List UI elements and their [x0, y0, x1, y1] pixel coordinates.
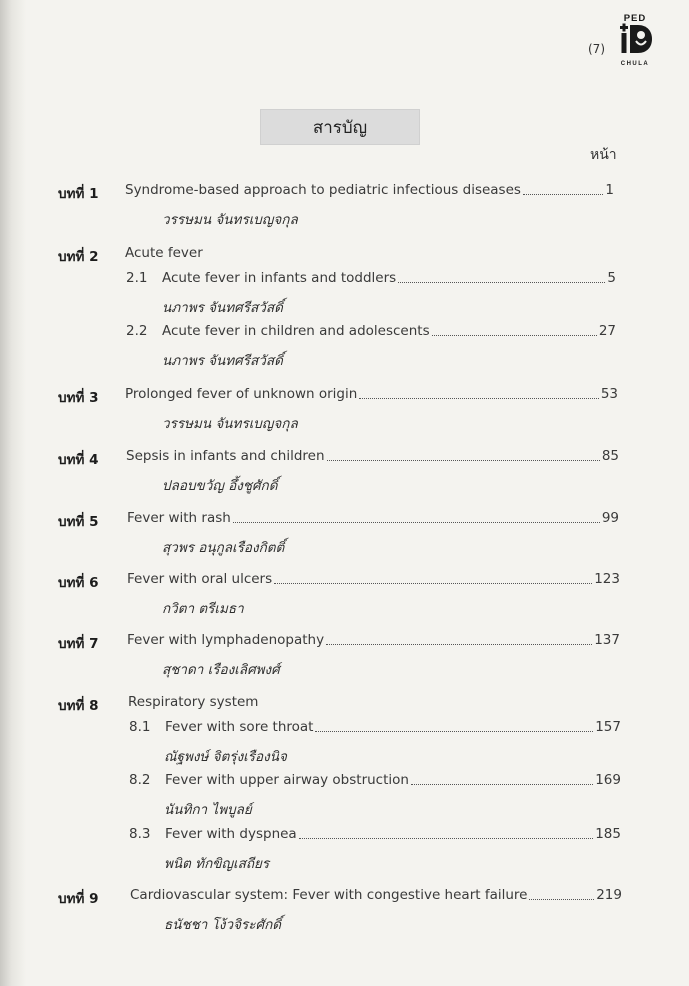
toc-line [126, 270, 616, 286]
chapter-label: บทที่ 4 [58, 452, 99, 468]
chapter-title: Syndrome-based approach to pediatric infectious diseases [125, 182, 521, 198]
page-ref: 169 [595, 772, 621, 788]
section-number: 8.2 [129, 772, 151, 788]
author: ปลอบขวัญ อึ้งชูศักดิ์ [162, 478, 278, 494]
toc-line [129, 826, 621, 842]
toc-line [127, 632, 620, 648]
page-ref: 53 [600, 386, 618, 402]
toc-line [129, 772, 621, 788]
section-title: Acute fever in children and adolescents [162, 323, 430, 339]
chapter-label: บทที่ 7 [58, 636, 99, 652]
chapter-label: บทที่ 3 [58, 390, 99, 406]
chapter-label: บทที่ 5 [58, 514, 99, 530]
chapter-title: Acute fever [125, 245, 203, 261]
toc-line [127, 510, 619, 526]
page-title: สารบัญ [260, 109, 420, 145]
page-ref: 5 [607, 270, 616, 286]
dot-leader [315, 731, 593, 732]
page-number: (7) [588, 42, 605, 56]
page-ref: 85 [601, 448, 619, 464]
section-number: 8.1 [129, 719, 151, 735]
logo-bottom-text: CHULA [620, 61, 650, 67]
chapter-title: Cardiovascular system: Fever with congestive heart failure [130, 887, 528, 903]
dot-leader [299, 838, 594, 839]
page-column-label: หน้า [590, 147, 617, 163]
chapter-title: Fever with rash [127, 510, 231, 526]
logo-top-text: PED [623, 13, 647, 24]
dot-leader [398, 282, 605, 283]
section-number: 8.3 [129, 826, 151, 842]
chapter-title: Respiratory system [128, 694, 259, 710]
dot-leader [529, 899, 594, 900]
section-title: Fever with upper airway obstruction [165, 772, 409, 788]
section-title: Fever with dyspnea [165, 826, 297, 842]
dot-leader [233, 522, 600, 523]
author: นภาพร จันทศรีสวัสดิ์ [162, 300, 283, 316]
section-title: Fever with sore throat [165, 719, 314, 735]
dot-leader [327, 460, 600, 461]
author: วรรษมน จันทรเบญจกุล [162, 212, 298, 228]
dot-leader [326, 644, 592, 645]
toc-line [129, 719, 621, 735]
toc-line [127, 571, 620, 587]
book-spine-shadow [0, 0, 26, 986]
dot-leader [359, 398, 599, 399]
author: วรรษมน จันทรเบญจกุล [162, 416, 298, 432]
section-number: 2.2 [126, 323, 148, 339]
chapter-label: บทที่ 6 [58, 575, 99, 591]
page-ref: 99 [601, 510, 619, 526]
page-ref: 185 [595, 826, 621, 842]
author: สุวพร อนุกูลเรืองกิตติ์ [162, 540, 285, 556]
page-ref: 27 [598, 323, 616, 339]
toc-line [126, 323, 616, 339]
chapter-label: บทที่ 9 [58, 891, 99, 907]
page-ref: 1 [605, 182, 614, 198]
chapter-title: Sepsis in infants and children [126, 448, 325, 464]
page-ref: 219 [596, 887, 622, 903]
ped-id-chula-logo [612, 12, 658, 68]
page-ref: 123 [594, 571, 620, 587]
chapter-label: บทที่ 2 [58, 249, 99, 265]
chapter-title: Fever with oral ulcers [127, 571, 273, 587]
dot-leader [523, 194, 603, 195]
author: นันทิกา ไพบูลย์ [164, 802, 252, 818]
author: นภาพร จันทศรีสวัสดิ์ [162, 353, 283, 369]
chapter-label: บทที่ 8 [58, 698, 99, 714]
author: กวิตา ตรีเมธา [162, 601, 244, 617]
author: ณัฐพงษ์ จิตรุ่งเรืองนิจ [164, 749, 287, 765]
toc-line [126, 448, 619, 464]
chapter-title: Fever with lymphadenopathy [127, 632, 325, 648]
toc-line [125, 386, 618, 402]
toc-line [125, 182, 614, 198]
dot-leader [274, 583, 592, 584]
page-ref: 157 [595, 719, 621, 735]
section-number: 2.1 [126, 270, 148, 286]
chapter-title: Prolonged fever of unknown origin [125, 386, 358, 402]
author: พนิต ทักขิญเสถียร [164, 856, 270, 872]
section-title: Acute fever in infants and toddlers [162, 270, 397, 286]
author: สุชาดา เรืองเลิศพงศ์ [162, 662, 280, 678]
dot-leader [432, 335, 597, 336]
dot-leader [411, 784, 593, 785]
author: ธนัชชา โง้วจิระศักดิ์ [164, 917, 282, 933]
chapter-label: บทที่ 1 [58, 186, 99, 202]
page-ref: 137 [594, 632, 620, 648]
toc-line [130, 887, 622, 903]
